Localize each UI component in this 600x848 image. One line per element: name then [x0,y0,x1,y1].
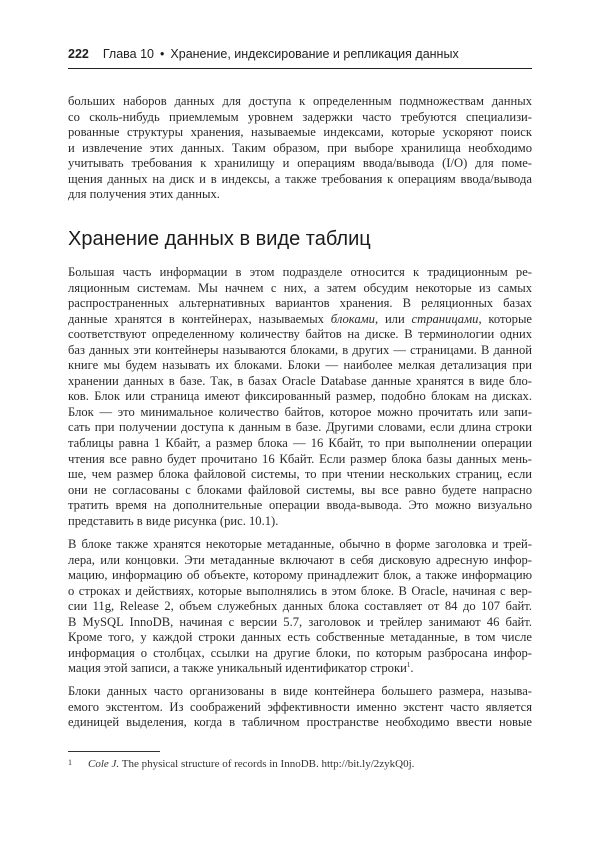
page-number: 222 [68,47,89,61]
text-line [68,661,532,677]
section-heading: Хранение данных в виде таблиц [68,228,371,250]
text-fragment: данные хранятся в контейнерах, называемых [68,311,331,326]
footnote-number: 1 [68,758,72,767]
footnote [68,758,532,770]
running-header [68,47,532,61]
term-pages: страницами [411,311,479,326]
chapter-title: Хранение, индексирование и репликация данных [170,47,459,61]
paragraph-3 [68,537,532,677]
text-line: они не согласованы с блоками файловой системы, вы все равно будете напрасно [68,482,532,497]
text-line: ляционным системам. Мы начнем с них, а затем обсудим некоторые из самых [68,280,532,295]
text-line: учитывать требования к хранилищу и операциям ввода/вывода (I/O) для поме- [68,156,532,171]
text-line: сать при получении доступа к данным в базе. Другими словами, если длина строки [68,420,532,435]
text-line: больших наборов данных для доступа к определенным подмножествам данных [68,94,532,108]
text-line: чтения все равно будет прочитано 16 Кбайт. Если размер блока базы данных мень- [68,451,532,466]
text-line: В MySQL InnoDB, начиная с версии 5.7, заголовок и трейлер занимают 46 байт. [68,614,532,629]
header-rule [68,68,532,69]
paragraph-4 [68,684,532,731]
text-line: рованные структуры хранения, называемые индексами, которые ускоряют поиск [68,125,532,140]
text-line: баз данных эти контейнеры называются блоками, в других — страницами. В данной [68,342,532,357]
text-line: для получения этих данных. [68,187,220,202]
text-line: емого экстентом. Из соображений эффективности именно экстент часто является [68,699,532,714]
text-line: со сколь-нибудь приемлемым уровнем задержки часто требуются специализи- [68,109,532,124]
text-line: щения данных на диск и в индексы, а также требования к операциям ввода/вывода [68,171,532,186]
footnote-rule [68,751,160,752]
text-line: ков. Блок или страница имеют фиксированный размер, подобно блокам на дисках. [68,389,532,404]
text-fragment: . [410,661,414,676]
header-bullet: • [160,47,165,61]
text-line: книге мы будем называть их блоками. Блоки — наиболее мелкая детализация при [68,358,532,373]
text-line: Большая часть информации в этом подразделе относится к традиционным ре- [68,265,532,279]
footnote-author: Cole J. [88,758,120,770]
term-blocks: блоками [330,311,375,326]
text-line: хранении данных в базе. Так, в базах Oracle Database данные хранятся в виде бло- [68,373,532,388]
text-line: соответствуют определенному количеству байтов на диске. В терминологии одних [68,327,532,342]
footnote-text: The physical structure of records in InnoDB. http://bit.ly/2zykQ0j. [119,758,415,770]
chapter-label: Глава 10 [102,47,155,61]
text-line: и извлечение этих данных. Таким образом, при выборе хранилища необходимо [68,140,532,155]
text-line: лера, или концовки. Эти метаданные включают в себя дисковую адресную инфор- [68,552,532,567]
text-line: В блоке также хранятся некоторые метаданные, обычно в форме заголовка и трей- [68,537,532,551]
text-fragment: мация этой записи, а также уникальный идентификатор строки [68,661,407,676]
text-line: информация о столбцах, ссылки на другие блоки, по которым разбросана инфор- [68,645,532,660]
paragraph-1 [68,94,532,203]
text-line: ше, чем размер блока файловой системы, то при чтении нескольких страниц, если [68,467,532,482]
text-line: сии 11g, Release 2, объем служебных данных блока составляет от 84 до 107 байт. [68,599,532,614]
text-line: представить в виде рисунка (рис. 10.1). [68,513,279,528]
text-line: тратить время на дополнительные операции ввода-вывода. Это можно визуально [68,498,532,513]
text-line: распространенных альтернативных вариантов хранения. В реляционных базах [68,296,532,311]
paragraph-2 [68,265,532,529]
text-fragment: , или [374,311,412,326]
text-line: о строках и действиях, которые выполнялись в этом блоке. В Oracle, начиная с вер- [68,583,532,598]
text-line: Блок — это минимальное количество байтов, которое можно прочитать или запи- [68,404,532,419]
footnote-ref[interactable]: 1 [406,661,411,670]
text-line: Кроме того, у каждой строки данных есть собственные метаданные, в том числе [68,630,532,645]
text-line: Блоки данных часто организованы в виде контейнера большего размера, называ- [68,684,532,698]
text-line: единицей выделения, когда в табличном пространстве необходимо ввести новые [68,715,532,730]
text-line [68,312,532,328]
text-line: мацию, информацию об объекте, которому принадлежит блок, а также информацию [68,568,532,583]
text-line: таблицы равна 1 Кбайт, а размер блока — 16 Кбайт, то при выполнении операции [68,436,532,451]
text-fragment: , которые [478,311,532,326]
